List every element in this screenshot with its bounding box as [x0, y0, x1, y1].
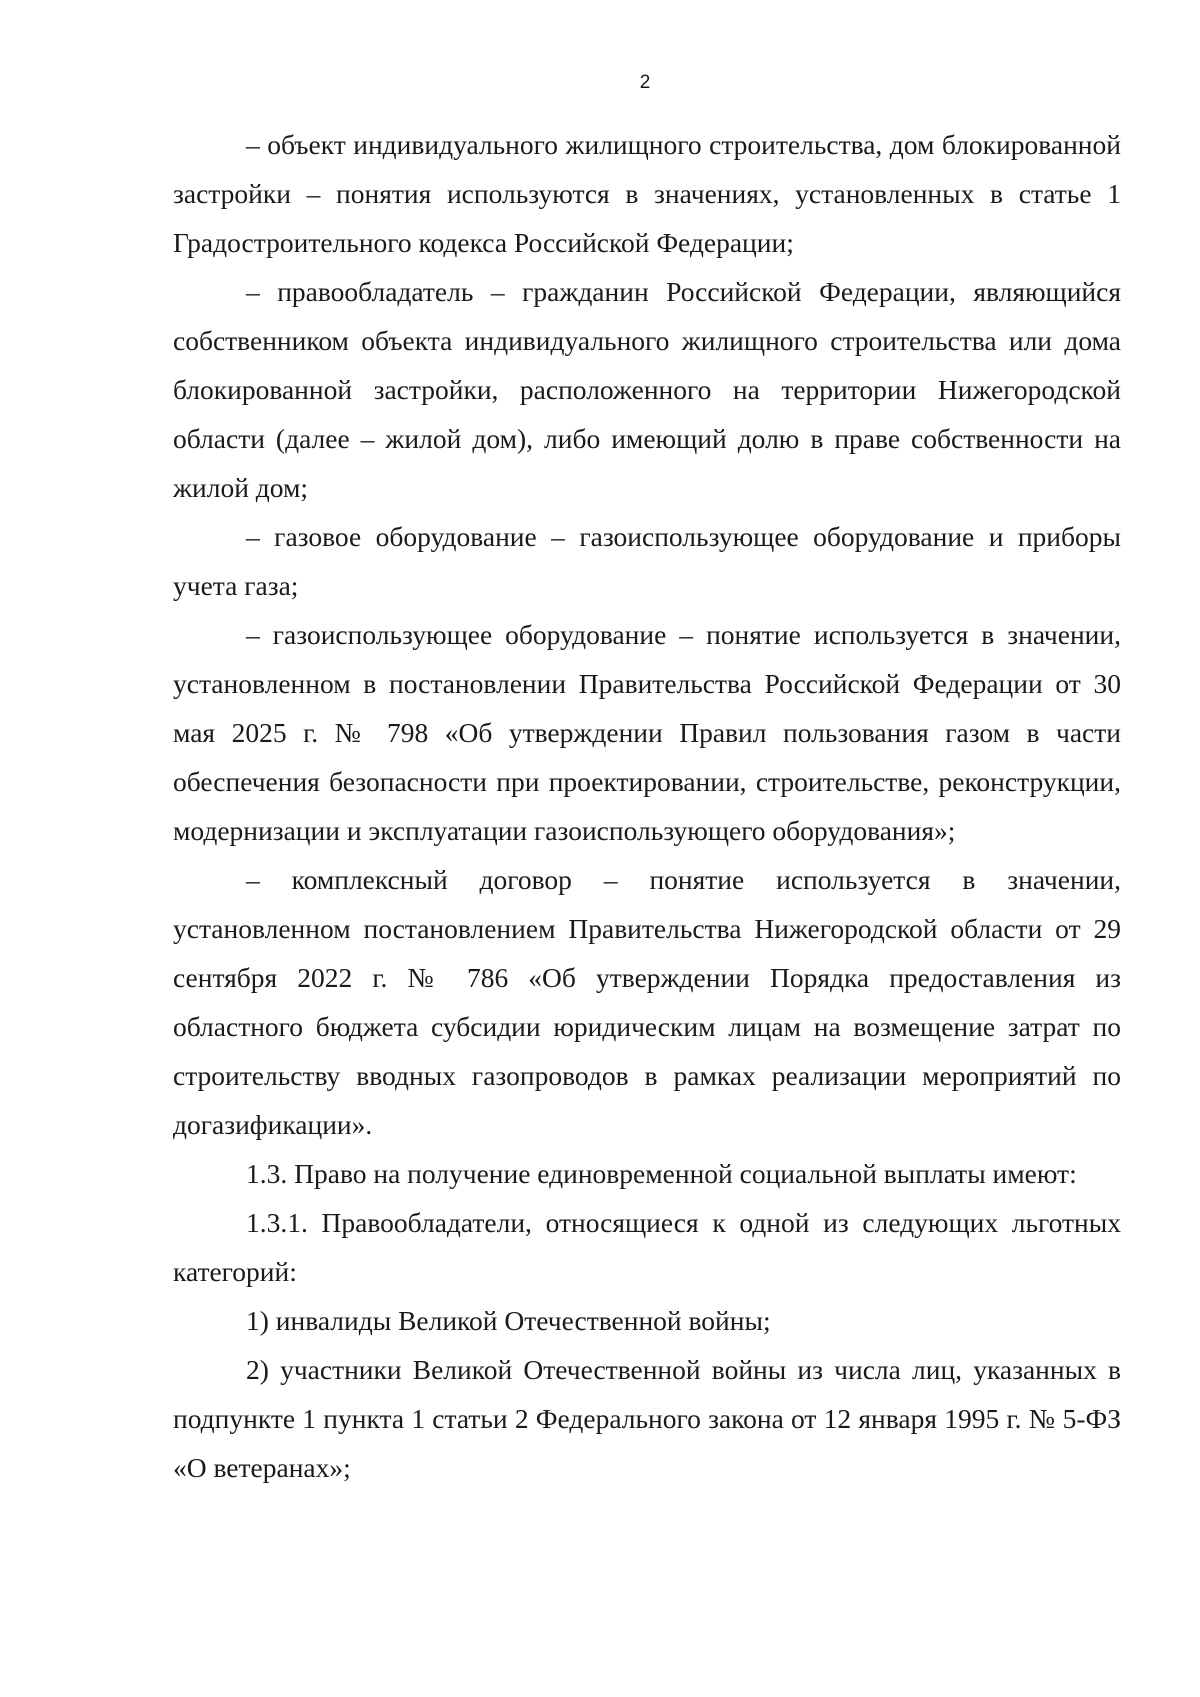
- list-item-2: 2) участники Великой Отечественной войны из числа лиц, указанных в подпункте 1 пункта 1 статьи 2 Федерального закона от 12 января 1995 г. № 5-ФЗ «О ветеранах»;: [173, 1354, 1121, 1483]
- list-item-1: 1) инвалиды Великой Отечественной войны;: [246, 1305, 771, 1336]
- paragraph-definition-izhs: – объект индивидуального жилищного строительства, дом блокированной застройки – понятия используются в значениях, установленных в статье 1 Градостроительного кодекса Российской Федерации;: [173, 129, 1121, 258]
- paragraph-definition-gas-equipment: – газовое оборудование – газоиспользующее оборудование и приборы учета газа;: [173, 521, 1121, 601]
- document-body: [173, 120, 1121, 1492]
- paragraph-1-3-1: 1.3.1. Правообладатели, относящиеся к одной из следующих льготных категорий:: [173, 1207, 1121, 1287]
- paragraph-1-3: 1.3. Право на получение единовременной социальной выплаты имеют:: [246, 1158, 1077, 1189]
- paragraph-definition-rightholder: – правообладатель – гражданин Российской Федерации, являющийся собственником объекта индивидуального жилищного строительства или дома блокированной застройки, расположенного на территории Нижегородской области (далее – жилой дом), либо имеющий долю в праве собственности на жилой дом;: [173, 276, 1121, 503]
- page-number: 2: [639, 72, 651, 93]
- paragraph-definition-gas-using-equipment: – газоиспользующее оборудование – понятие используется в значении, установленном в постановлении Правительства Российской Федерации от 30 мая 2025 г. № 798 «Об утверждении Правил пользования газом в части обеспечения безопасности при проектировании, строительстве, реконструкции, модернизации и эксплуатации газоиспользующего оборудования»;: [173, 619, 1121, 846]
- paragraph-definition-complex-contract: – комплексный договор – понятие используется в значении, установленном постановлением Правительства Нижегородской области от 29 сентября 2022 г. № 786 «Об утверждении Порядка предоставления из областного бюджета субсидии юридическим лицам на возмещение затрат по строительству вводных газопроводов в рамках реализации мероприятий по догазификации».: [173, 864, 1121, 1140]
